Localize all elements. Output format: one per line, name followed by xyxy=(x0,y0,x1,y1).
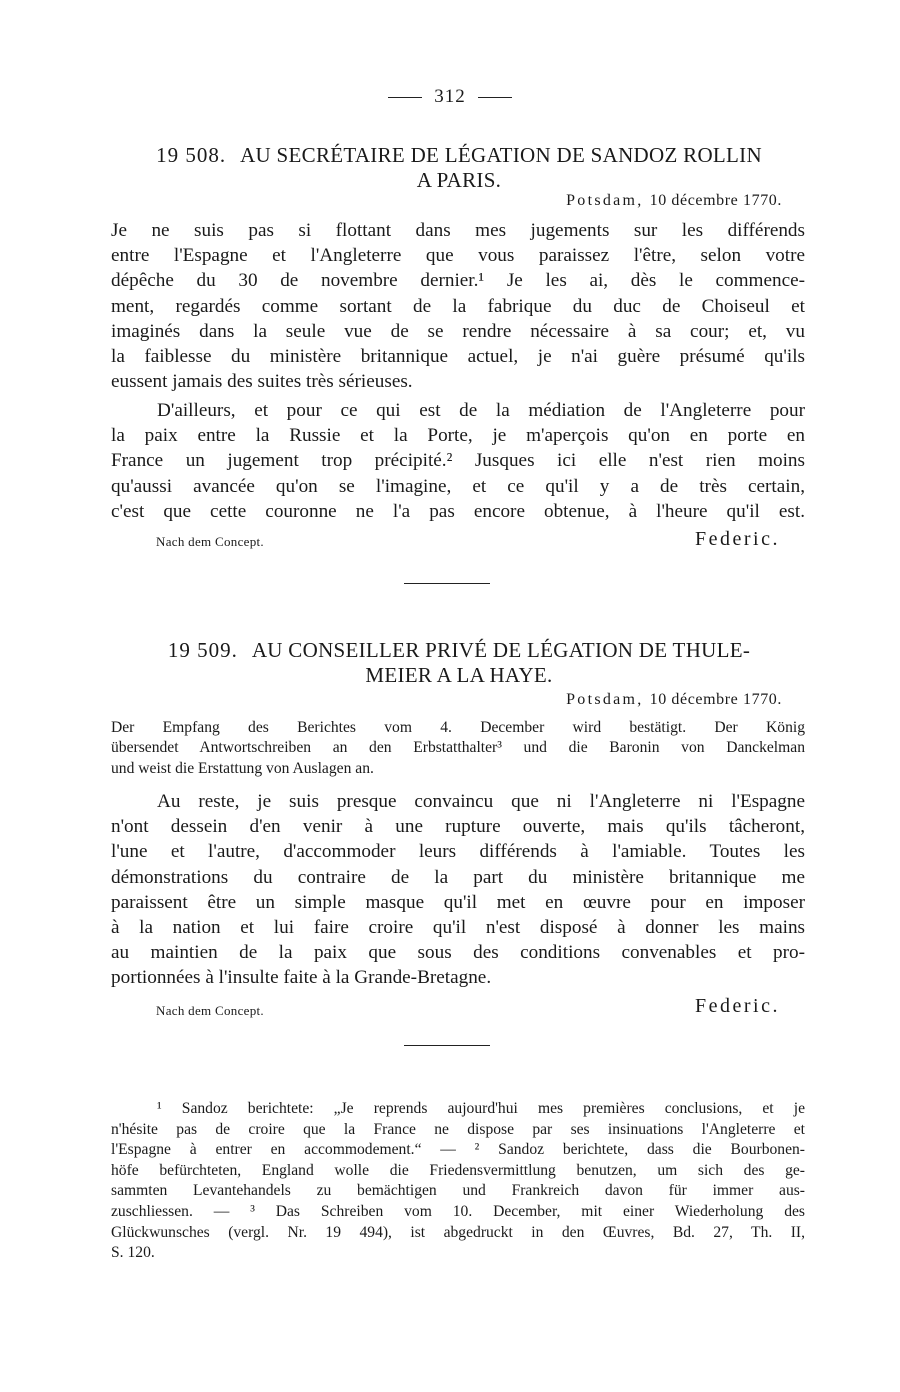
letter1-number: 19 508. xyxy=(156,143,227,167)
letter2-number: 19 509. xyxy=(167,638,238,662)
footnote-line: l'Espagne à entrer en accommodement.“ — ² Sandoz berichtete, dass die Bourbonen- xyxy=(111,1141,805,1159)
letter2-source: Nach dem Concept. xyxy=(156,1003,264,1018)
letter2-date: 10 décembre 1770. xyxy=(649,691,782,708)
text-line: entre l'Espagne et l'Angleterre que vous paraissez l'être, selon votre xyxy=(111,245,805,267)
letter1-source: Nach dem Concept. xyxy=(156,534,264,549)
letter2-place: Potsdam, xyxy=(566,691,644,708)
letter1-addressee: AU SECRÉTAIRE DE LÉGATION DE SANDOZ ROLLIN xyxy=(240,143,762,167)
letter2-heading-line2: MEIER A LA HAYE. xyxy=(365,663,553,687)
text-line: ment, regardés comme sortant de la fabrique du duc de Choiseul et xyxy=(111,295,805,317)
letter2-heading-line1 xyxy=(112,638,806,663)
letter1-signature: Federic. xyxy=(695,528,780,550)
letter1-heading-line1 xyxy=(112,143,806,168)
letter2-addressee: AU CONSEILLER PRIVÉ DE LÉGATION DE THULE- xyxy=(251,638,751,662)
letter1-place: Potsdam, xyxy=(566,192,644,209)
text-line: portionnées à l'insulte faite à la Grande-Bretagne. xyxy=(111,967,492,989)
text-line: dépêche du 30 de novembre dernier.¹ Je les ai, dès le commence- xyxy=(111,270,805,292)
page-number-dash-right xyxy=(478,97,512,98)
text-line: c'est que cette couronne ne l'a pas encore obtenue, à l'heure qu'il est. xyxy=(111,500,805,522)
text-line: paraissent être un simple masque qu'il met en œuvre pour en imposer xyxy=(111,891,805,913)
text-line: démonstrations du contraire de la part du ministère britannique me xyxy=(111,866,805,888)
footnote-line: n'hésite pas de croire que la France ne dispose par ses insinuations l'Angleterre et xyxy=(111,1120,805,1138)
text-line: imaginés dans la seule vue de se rendre nécessaire à sa cour; et, vu xyxy=(111,320,805,342)
footnote-line: S. 120. xyxy=(111,1244,155,1262)
letter1-dateline xyxy=(566,192,782,210)
footnote-line: ¹ Sandoz berichtete: „Je reprends aujourd'hui mes premières conclusions, et je xyxy=(157,1100,805,1117)
page-number-dash-left xyxy=(388,97,422,98)
letter1-paragraph-2 xyxy=(111,398,805,524)
text-line: France un jugement trop précipité.² Jusques ici elle n'est rien moins xyxy=(111,450,805,472)
letter1-heading-line2: A PARIS. xyxy=(416,168,502,192)
letter1-date: 10 décembre 1770. xyxy=(649,192,782,209)
summary-line: und weist die Erstattung von Auslagen an. xyxy=(111,759,374,777)
letter2-dateline xyxy=(566,691,782,709)
page-number: 312 xyxy=(0,86,900,108)
footnote-line: Glückwunsches (vergl. Nr. 19 494), ist abgedruckt in den Œuvres, Bd. 27, Th. II, xyxy=(111,1223,805,1241)
text-line: eussent jamais des suites très sérieuses. xyxy=(111,371,413,393)
section-divider xyxy=(404,1045,490,1046)
text-line: la faiblesse du ministère britannique actuel, je n'ai guère présumé qu'ils xyxy=(111,345,805,367)
text-line: Je ne suis pas si flottant dans mes jugements sur les différends xyxy=(111,220,805,241)
summary-line: Der Empfang des Berichtes vom 4. December wird bestätigt. Der König xyxy=(111,719,805,736)
section-divider xyxy=(404,583,490,584)
text-line: à la nation et lui faire croire qu'il n'est disposé à donner les mains xyxy=(111,916,805,938)
letter2-summary xyxy=(111,718,805,779)
footnote-line: zuschliessen. — ³ Das Schreiben vom 10. December, mit einer Wiederholung des xyxy=(111,1202,805,1220)
letter2-signature: Federic. xyxy=(695,995,780,1017)
footnote-line: sammten Levantehandels zu bemächtigen und Frankreich davon für immer aus- xyxy=(111,1182,805,1200)
letter1-heading xyxy=(112,143,806,193)
letter2-heading xyxy=(112,638,806,688)
letter1-paragraph-1 xyxy=(111,218,805,394)
letter2-paragraph-1 xyxy=(111,789,805,991)
text-line: qu'aussi avancée qu'on se l'imagine, et ce qu'il y a de très certain, xyxy=(111,475,805,497)
text-line: n'ont dessein d'en venir à une rupture ouverte, mais qu'ils tâcheront, xyxy=(111,816,805,838)
text-line: Au reste, je suis presque convaincu que ni l'Angleterre ni l'Espagne xyxy=(157,791,805,812)
summary-line: übersendet Antwortschreiben an den Erbstatthalter³ und die Baronin von Danckelman xyxy=(111,739,805,757)
text-line: D'ailleurs, et pour ce qui est de la médiation de l'Angleterre pour xyxy=(157,400,805,421)
text-line: la paix entre la Russie et la Porte, je m'aperçois qu'on en porte en xyxy=(111,425,805,447)
footnotes xyxy=(111,1099,805,1264)
footnote-line: höfe befürchteten, England wolle die Friedensvermittlung benutzen, um sich des ge- xyxy=(111,1161,805,1179)
text-line: l'une et l'autre, d'accommoder leurs différends à l'amiable. Toutes les xyxy=(111,841,805,863)
text-line: au maintien de la paix que sous des conditions convenables et pro- xyxy=(111,942,805,964)
